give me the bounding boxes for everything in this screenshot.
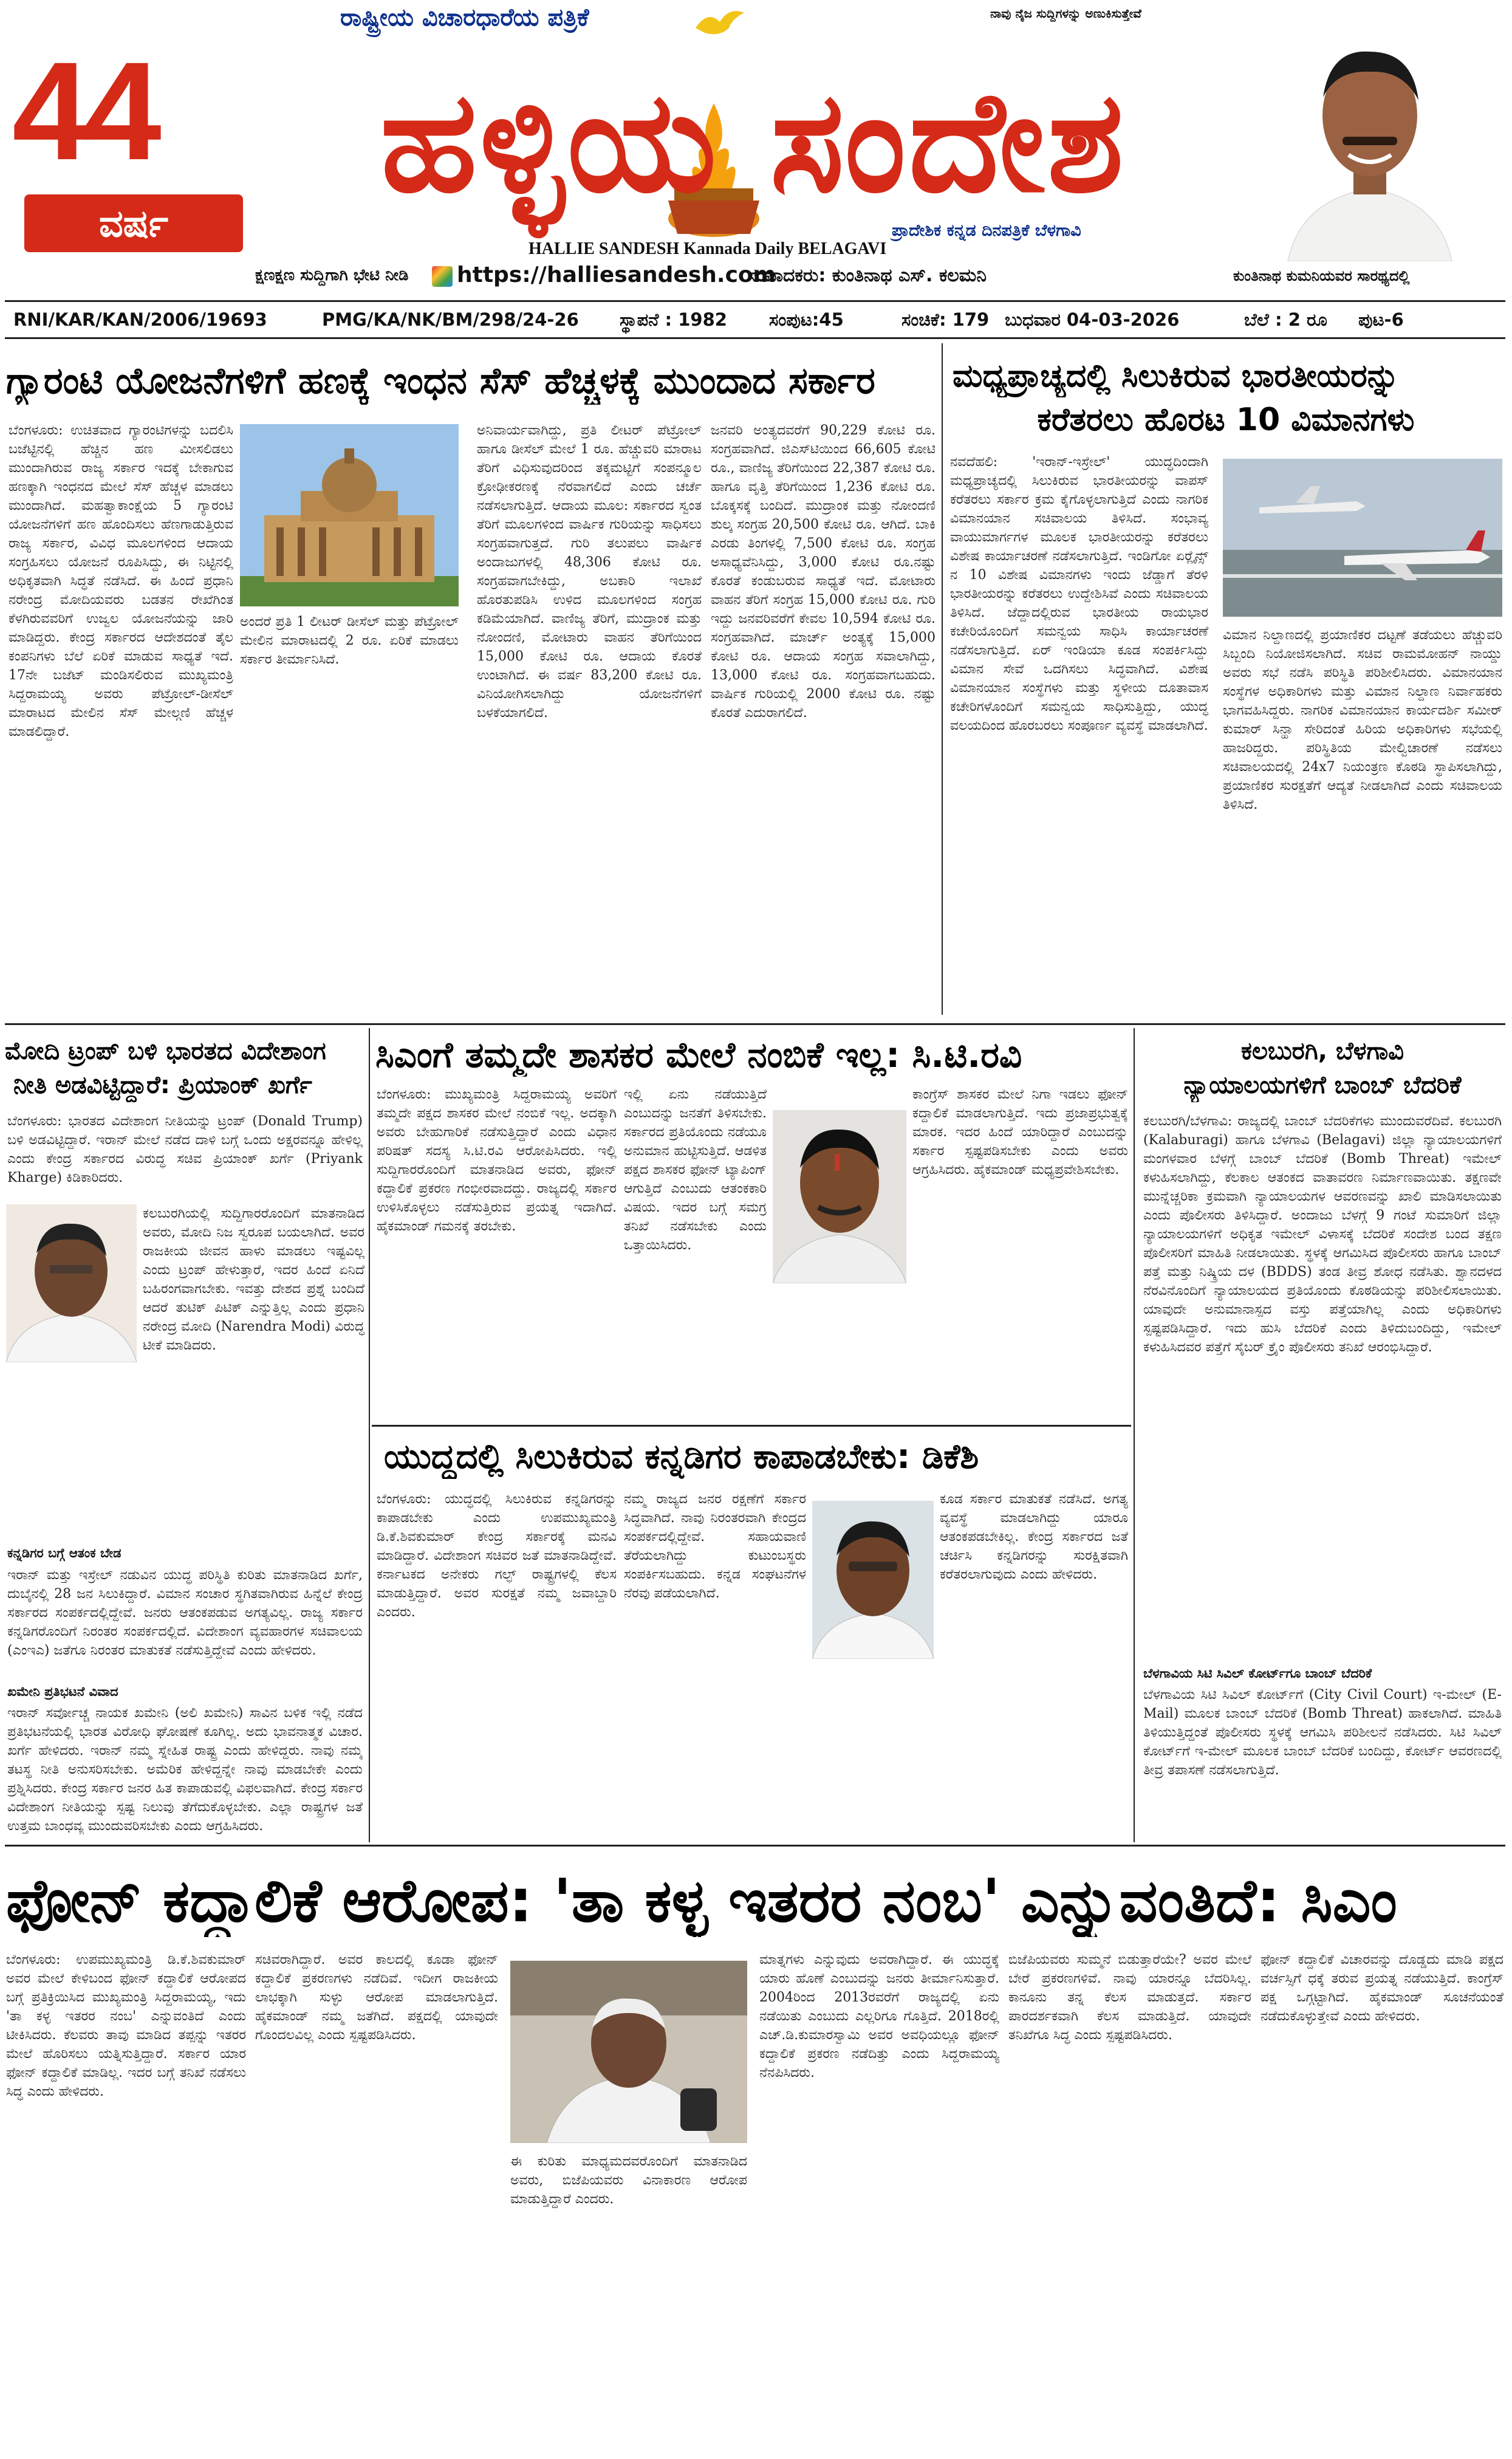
headline: ಸಿಎಂಗೆ ತಮ್ಮದೇ ಶಾಸಕರ ಮೇಲೆ ನಂಬಿಕೆ ಇಲ್ಲ: ಸಿ.ಟಿ.ರವಿ (375, 1034, 1022, 1075)
page-count: ಪುಟ-6 (1358, 309, 1404, 330)
founder-caption: ಕುಂತಿನಾಥ ಕುಮನಿಯವರ ಸಾರಥ್ಯದಲ್ಲಿ (1233, 267, 1410, 284)
article-body: ಬೆಂಗಳೂರು: ಉಪಮುಖ್ಯಮಂತ್ರಿ ಡಿ.ಕೆ.ಶಿವಕುಮಾರ್ ಅವರ ಮೇಲೆ ಕೇಳಿಬಂದ ಫೋನ್ ಕದ್ದಾಲಿಕೆ ಆರೋಪದ ಬಗ್ಗೆ ಪ್ರತಿಕ್ರಿಯಿಸಿದ ಮುಖ್ಯಮಂತ್ರಿ ಸಿದ್ದರಾಮಯ್ಯ, ಇದು 'ತಾ ಕಳ್ಳ ಇತರರ ನಂಬ' ಎನ್ನುವಂತಿದೆ ಎಂದು ಟೀಕಿಸಿದರು. ಕೆಲವರು ತಾವು ಮಾಡಿದ ತಪ್ಪನ್ನು ಇತರರ ಮೇಲೆ ಹೊರಿಸಲು ಯತ್ನಿಸುತ್ತಿದ್ದಾರೆ. ಸರ್ಕಾರ ಯಾರ ಫೋನ್ ಕದ್ದಾಲಿಕೆ ಮಾಡಿಲ್ಲ. ಇದರ ಬಗ್ಗೆ ತನಿಖೆ ನಡೆಸಲು ಸಿದ್ಧ ಎಂದು ಹೇಳಿದರು. (6, 1952, 246, 2099)
headline: ನ್ಯಾಯಾಲಯಗಳಿಗೆ ಬಾಂಬ್ ಬೆದರಿಕೆ (1183, 1071, 1462, 1099)
article-dk-shivakumar[interactable] (372, 1428, 1131, 1841)
article-body: ಕಾಂಗ್ರೆಸ್ ಶಾಸಕರ ಮೇಲೆ ನಿಗಾ ಇಡಲು ಫೋನ್ ಕದ್ದಾಲಿಕೆ ಮಾಡಲಾಗುತ್ತಿದೆ. ಇದು ಪ್ರಜಾಪ್ರಭುತ್ವಕ್ಕೆ ಮಾರಕ. ಇದರ ಹಿಂದೆ ಯಾರಿದ್ದಾರೆ ಎಂಬುದನ್ನು ಸರ್ಕಾರ ಸ್ಪಷ್ಟಪಡಿಸಬೇಕು ಎಂದು ಅವರು ಆಗ್ರಹಿಸಿದರು. ಹೈಕಮಾಂಡ್ ಮಧ್ಯಪ್ರವೇಶಿಸಬೇಕು. (912, 1087, 1128, 1178)
column-rule (1134, 1028, 1135, 1842)
english-title: HALLIE SANDESH Kannada Daily BELAGAVI (529, 239, 887, 258)
anniversary-badge (24, 194, 243, 252)
headline: ಮೋದಿ ಟ್ರಂಪ್ ಬಳಿ ಭಾರತದ ವಿದೇಶಾಂಗ (5, 1037, 326, 1065)
headline: ಯುದ್ಧದಲ್ಲಿ ಸಿಲುಕಿರುವ ಕನ್ನಡಿಗರ ಕಾಪಾಡಬೇಕು: ಡಿಕೆಶಿ (384, 1437, 979, 1476)
top-right-tagline: ನಾವು ನೈಜ ಸುದ್ದಿಗಳನ್ನು ಅಣುಕಿಸುತ್ತೇವೆ (990, 6, 1141, 21)
editor-name: ಸಂಪಾದಕರು: ಕುಂತಿನಾಥ ಎಸ್. ಕಲಮನಿ (747, 265, 987, 286)
article-body: ಕಲಬುರಗಿ/ಬೆಳಗಾವಿ: ರಾಜ್ಯದಲ್ಲಿ ಬಾಂಬ್ ಬೆದರಿಕೆಗಳು ಮುಂದುವರೆದಿವೆ. ಕಲಬುರಗಿ (Kalaburagi) ಹಾಗೂ ಬೆಳಗಾವಿ (Belagavi) ಜಿಲ್ಲಾ ನ್ಯಾಯಾಲಯಗಳಿಗೆ ಮಂಗಳವಾರ ಬೆಳಗ್ಗೆ ಬಾಂಬ್ ಬೆದರಿಕೆ (Bomb Threat) ಇಮೇಲ್ ಕಳುಹಿಸಲಾಗಿದ್ದು, ಕೆಲಕಾಲ ಆತಂಕದ ವಾತಾವರಣ ನಿರ್ಮಾಣವಾಯಿತು. ತಕ್ಷಣವೇ ಮುನ್ನೆಚ್ಚರಿಕಾ ಕ್ರಮವಾಗಿ ನ್ಯಾಯಾಲಯಗಳ ಆವರಣವನ್ನು ಖಾಲಿ ಮಾಡಿಸಲಾಯಿತು ಎಂದು ಪೊಲೀಸರು ತಿಳಿಸಿದ್ದಾರೆ. ಅಂದಾಜು ಬೆಳಗ್ಗೆ 9 ಗಂಟೆ ಸುಮಾರಿಗೆ ಜಿಲ್ಲಾ ನ್ಯಾಯಾಲಯಗಳಿಗೆ ಅಧಿಕೃತ ಇಮೇಲ್ ವಿಳಾಸಕ್ಕೆ ಬೆದರಿಕೆ ಸಂದೇಶ ಬಂದ ತಕ್ಷಣ ಪೊಲೀಸರಿಗೆ ಮಾಹಿತಿ ನೀಡಲಾಯಿತು. ಸ್ಥಳಕ್ಕೆ ಆಗಮಿಸಿದ ಪೊಲೀಸರು ಹಾಗೂ ಬಾಂಬ್ ಪತ್ತೆ ಮತ್ತು ನಿಷ್ಕ್ರಿಯ ದಳ (BDDS) ತಂಡ ತೀವ್ರ ಶೋಧ ನಡೆಸಿತು. ಶ್ವಾನದಳದ ನೆರವಿನೊಂದಿಗೆ ನ್ಯಾಯಾಲಯದ ಪ್ರತಿಯೊಂದು ಕೊಠಡಿಯನ್ನು ಪರಿಶೀಲಿಸಲಾಯಿತು. ಯಾವುದೇ ಅನುಮಾನಾಸ್ಪದ ವಸ್ತು ಪತ್ತೆಯಾಗಿಲ್ಲ ಎಂದು ಅಧಿಕಾರಿಗಳು ಸ್ಪಷ್ಟಪಡಿಸಿದ್ದಾರೆ. ಇದು ಹುಸಿ ಬೆದರಿಕೆ ಎಂದು ತಿಳಿದುಬಂದಿದ್ದು, ಇಮೇಲ್ ಕಳುಹಿಸಿದವರ ಪತ್ತೆಗೆ ಸೈಬರ್ ಕ್ರೈಂ ಪೊಲೀಸರು ತನಿಖೆ ಆರಂಭಿಸಿದ್ದಾರೆ. (1143, 1114, 1502, 1355)
founded-year: ಸ್ಥಾಪನೆ : 1982 (620, 309, 727, 330)
tagline: ರಾಷ್ಟ್ರೀಯ ವಿಚಾರಧಾರೆಯ ಪತ್ರಿಕೆ (340, 4, 589, 32)
article-body: ಬಿಜೆಪಿಯವರು ಸುಮ್ಮನೆ ಬಿಡುತ್ತಾರೆಯೇ? ಅವರ ಮೇಲೆ ಬೇರೆ ಪ್ರಕರಣಗಳಿವೆ. ನಾವು ಯಾರನ್ನೂ ಬೆದರಿಸಿಲ್ಲ. ಕಾನೂನು ತನ್ನ ಕೆಲಸ ಮಾಡುತ್ತದೆ. ಸರ್ಕಾರ ಪಾರದರ್ಶಕವಾಗಿ ಕೆಲಸ ಮಾಡುತ್ತಿದೆ. ಯಾವುದೇ ತನಿಖೆಗೂ ಸಿದ್ಧ ಎಂದು ಸ್ಪಷ್ಟಪಡಿಸಿದರು. (1008, 1952, 1251, 2043)
pmg-number: PMG/KA/NK/BM/298/24-26 (322, 309, 579, 330)
price: ಬೆಲೆ : 2 ರೂ (1244, 309, 1327, 330)
website-prefix: ಕ್ಷಣಕ್ಷಣ ಸುದ್ದಿಗಾಗಿ ಭೇಟಿ ನೀಡಿ (255, 266, 409, 284)
article-body: ಕಲಬುರಗಿಯಲ್ಲಿ ಸುದ್ದಿಗಾರರೊಂದಿಗೆ ಮಾತನಾಡಿದ ಅವರು, ಮೋದಿ ನಿಜ ಸ್ವರೂಪ ಬಯಲಾಗಿದೆ. ಅವರ ರಾಜಕೀಯ ಜೀವನ ಹಾಳು ಮಾಡಲು ಇಷ್ಟವಿಲ್ಲ ಎಂದು ಟ್ರಂಪ್ ಹೇಳುತ್ತಾರೆ, ಇದರ ಹಿಂದೆ ಏನಿದೆ ಬಹಿರಂಗವಾಗಬೇಕು. ಇವತ್ತು ದೇಶದ ಪ್ರಶ್ನೆ ಬಂದಿದೆ ಆದರೆ ತುಟಿಕ್ ಪಿಟಿಕ್ ಎನ್ನುತ್ತಿಲ್ಲ ಎಂದು ಪ್ರಧಾನಿ ನರೇಂದ್ರ ಮೋದಿ (Narendra Modi) ವಿರುದ್ಧ ಟೀಕೆ ಮಾಡಿದರು. (143, 1206, 364, 1353)
article-body: ಬೆಂಗಳೂರು: ಯುದ್ಧದಲ್ಲಿ ಸಿಲುಕಿರುವ ಕನ್ನಡಿಗರನ್ನು ಕಾಪಾಡಬೇಕು ಎಂದು ಉಪಮುಖ್ಯಮಂತ್ರಿ ಡಿ.ಕೆ.ಶಿವಕುಮಾರ್ ಕೇಂದ್ರ ಸರ್ಕಾರಕ್ಕೆ ಮನವಿ ಮಾಡಿದ್ದಾರೆ. ವಿದೇಶಾಂಗ ಸಚಿವರ ಜತೆ ಮಾತನಾಡಿದ್ದೇವೆ. ಕರ್ನಾಟಕದ ಅನೇಕರು ಗಲ್ಫ್ ರಾಷ್ಟ್ರಗಳಲ್ಲಿ ಕೆಲಸ ಮಾಡುತ್ತಿದ್ದಾರೆ. ಅವರ ಸುರಕ್ಷತೆ ನಮ್ಮ ಜವಾಬ್ದಾರಿ ಎಂದರು. (377, 1492, 617, 1620)
article-body: ಕೂಡ ಸರ್ಕಾರ ಮಾತುಕತೆ ನಡೆಸಿದೆ. ಅಗತ್ಯ ವ್ಯವಸ್ಥೆ ಮಾಡಲಾಗಿದ್ದು ಯಾರೂ ಆತಂಕಪಡಬೇಕಿಲ್ಲ. ಕೇಂದ್ರ ಸರ್ಕಾರದ ಜತೆ ಚರ್ಚಿಸಿ ಕನ್ನಡಿಗರನ್ನು ಸುರಕ್ಷಿತವಾಗಿ ಕರೆತರಲಾಗುವುದು ಎಂದು ಹೇಳಿದರು. (940, 1492, 1128, 1582)
rni-number: RNI/KAR/KAN/2006/19693 (13, 309, 267, 330)
article-body: ಇರಾನ್ ಮತ್ತು ಇಸ್ರೇಲ್ ನಡುವಿನ ಯುದ್ಧ ಪರಿಸ್ಥಿತಿ ಕುರಿತು ಮಾತನಾಡಿದ ಖರ್ಗೆ, ದುಬೈನಲ್ಲಿ 28 ಜನ ಸಿಲುಕಿದ್ದಾರೆ. ವಿಮಾನ ಸಂಚಾರ ಸ್ಥಗಿತವಾಗಿರುವ ಹಿನ್ನೆಲೆ ಕೇಂದ್ರ ಸರ್ಕಾರದ ಸಂಪರ್ಕದಲ್ಲಿದ್ದೇವೆ. ಜನರು ಆತಂಕಪಡುವ ಅಗತ್ಯವಿಲ್ಲ. ರಾಜ್ಯ ಸರ್ಕಾರ ಕನ್ನಡಿಗರೊಂದಿಗೆ ನಿರಂತರ ಸಂಪರ್ಕದಲ್ಲಿದೆ. ವಿದೇಶಾಂಗ ವ್ಯವಹಾರಗಳ ಸಚಿವಾಲಯ (ಎಂಇಎ) ಜತೆಗೂ ನಿರಂತರ ಮಾತುಕತೆ ನಡೆಸುತ್ತಿದ್ದೇವೆ ಎಂದು ಹೇಳಿದರು. (7, 1568, 363, 1658)
column-rule (942, 343, 943, 1015)
anniversary-label: ವರ್ಷ (98, 201, 169, 245)
photo-caption: ಈ ಕುರಿತು ಮಾಧ್ಯಮದವರೊಂದಿಗೆ ಮಾತನಾಡಿದ ಅವರು, ಬಿಜೆಪಿಯವರು ವಿನಾಕಾರಣ ಆರೋಪ ಮಾಡುತ್ತಿದ್ದಾರೆ ಎಂದರು. (510, 2154, 747, 2207)
subheading: ಬೆಳಗಾವಿಯ ಸಿಟಿ ಸಿವಿಲ್ ಕೋರ್ಟ್‌ಗೂ ಬಾಂಬ್ ಬೆದರಿಕೆ (1143, 1665, 1372, 1681)
article-body: ಇರಾನ್ ಸರ್ವೋಚ್ಚ ನಾಯಕ ಖಮೇನಿ (ಅಲಿ ಖಮೇನಿ) ಸಾವಿನ ಬಳಿಕ ಇಲ್ಲಿ ನಡೆದ ಪ್ರತಿಭಟನೆಯಲ್ಲಿ ಭಾರತ ವಿರೋಧಿ ಘೋಷಣೆ ಕೂಗಿಲ್ಲ. ಅದು ಭಾವನಾತ್ಮಕ ವಿಚಾರ. ಖರ್ಗೆ ಹೇಳಿದರು. ಇರಾನ್ ನಮ್ಮ ಸ್ನೇಹಿತ ರಾಷ್ಟ್ರ ಎಂದು ಹೇಳಿದ್ದರು. ನಾವು ನಮ್ಮ ತಟಸ್ಥ ನೀತಿ ಅನುಸರಿಸಬೇಕು. ಅಮೆರಿಕ ಹೇಳಿದ್ದನ್ನೇ ನಾವು ಮಾಡಬೇಕೇ ಎಂದು ಪ್ರಶ್ನಿಸಿದರು. ಕೇಂದ್ರ ಸರ್ಕಾರ ಜನರ ಹಿತ ಕಾಪಾಡುವಲ್ಲಿ ವಿಫಲವಾಗಿದೆ. ಕೇಂದ್ರ ಸರ್ಕಾರ ವಿದೇಶಾಂಗ ನೀತಿಯನ್ನು ಸ್ಪಷ್ಟ ನಿಲುವು ತೆಗೆದುಕೊಳ್ಳಬೇಕು. ಎಲ್ಲಾ ರಾಷ್ಟ್ರಗಳ ಜತೆ ಉತ್ತಮ ಬಾಂಧವ್ಯ ಮುಂದುವರಿಸಬೇಕು ಎಂದು ಆಗ್ರಹಿಸಿದರು. (7, 1706, 363, 1834)
article-body: ವಿಮಾನ ನಿಲ್ದಾಣದಲ್ಲಿ ಪ್ರಯಾಣಿಕರ ದಟ್ಟಣೆ ತಡೆಯಲು ಹೆಚ್ಚುವರಿ ಸಿಬ್ಬಂದಿ ನಿಯೋಜಿಸಲಾಗಿದೆ. ಸಚಿವ ರಾಮಮೋಹನ್ ನಾಯ್ಡು ಅವರು ಸಭೆ ನಡೆಸಿ ಪರಿಸ್ಥಿತಿ ಪರಿಶೀಲಿಸಿದರು. ವಿಮಾನಯಾನ ಸಂಸ್ಥೆಗಳ ಅಧಿಕಾರಿಗಳು ಮತ್ತು ವಿಮಾನ ನಿಲ್ದಾಣ ನಿರ್ವಾಹಕರು ಭಾಗವಹಿಸಿದ್ದರು. ನಾಗರಿಕ ವಿಮಾನಯಾನ ಕಾರ್ಯದರ್ಶಿ ಸಮೀರ್ ಕುಮಾರ್ ಸಿನ್ಹಾ ಸೇರಿದಂತೆ ಹಿರಿಯ ಅಧಿಕಾರಿಗಳು ಸಭೆಯಲ್ಲಿ ಹಾಜರಿದ್ದರು. ಪರಿಸ್ಥಿತಿಯ ಮೇಲ್ವಿಚಾರಣೆ ನಡೆಸಲು ಸಚಿವಾಲಯದಲ್ಲಿ 24x7 ನಿಯಂತ್ರಣ ಕೊಠಡಿ ಸ್ಥಾಪಿಸಲಾಗಿದ್ದು, ಪ್ರಯಾಣಿಕರ ಸುರಕ್ಷತೆಗೆ ಆದ್ಯತೆ ನೀಡಲಾಗಿದೆ ಎಂದು ಸಚಿವಾಲಯ ತಿಳಿಸಿದೆ. (1223, 628, 1502, 812)
issue-date: ಬುಧವಾರ 04-03-2026 (1005, 309, 1180, 330)
article-body: ನಮ್ಮ ರಾಜ್ಯದ ಜನರ ರಕ್ಷಣೆಗೆ ಸರ್ಕಾರ ಸಿದ್ಧವಾಗಿದೆ. ನಾವು ನಿರಂತರವಾಗಿ ಕೇಂದ್ರದ ಸಂಪರ್ಕದಲ್ಲಿದ್ದೇವೆ. ಸಹಾಯವಾಣಿ ತೆರೆಯಲಾಗಿದ್ದು ಕುಟುಂಬಸ್ಥರು ಸಂಪರ್ಕಿಸಬಹುದು. ಕನ್ನಡ ಸಂಘಟನೆಗಳ ನೆರವು ಪಡೆಯಲಾಗಿದೆ. (624, 1492, 806, 1601)
headline: ಕರೆತರಲು ಹೊರಟ 10 ವಿಮಾನಗಳು (1037, 402, 1415, 438)
masthead (0, 0, 1512, 295)
article-body: ಜನವರಿ ಅಂತ್ಯದವರೆಗೆ 90,229 ಕೋಟಿ ರೂ. ಸಂಗ್ರಹವಾಗಿದೆ. ಜಿಎಸ್‍ಟಿಯಿಂದ 66,605 ಕೋಟಿ ರೂ., ವಾಣಿಜ್ಯ ತೆರಿಗೆಯಿಂದ 22,387 ಕೋಟಿ ರೂ. ಹಾಗೂ ವೃತ್ತಿ ತೆರಿಗೆಯಿಂದ 1,236 ಕೋಟಿ ರೂ. ಬೊಕ್ಕಸಕ್ಕೆ ಬಂದಿದೆ. ಮುದ್ರಾಂಕ ಮತ್ತು ನೋಂದಣಿ ಶುಲ್ಕ ಸಂಗ್ರಹ 20,500 ಕೋಟಿ ರೂ. ಆಗಿದೆ. ಬಾಕಿ ಎರಡು ತಿಂಗಳಲ್ಲಿ 7,500 ಕೋಟಿ ರೂ. ಸಂಗ್ರಹ ಅಸಾಧ್ಯವೆನಿಸಿದ್ದು, 3,000 ಕೋಟಿ ರೂ.ನಷ್ಟು ಕೊರತೆ ಕಂಡುಬರುವ ಸಾಧ್ಯತೆ ಇದೆ. ಮೋಟಾರು ವಾಹನ ತೆರಿಗೆ ಸಂಗ್ರಹ 15,000 ಕೋಟಿ ರೂ. ಗುರಿ ಇದ್ದು ಜನವರಿವರೆಗೆ ಕೇವಲ 10,594 ಕೋಟಿ ರೂ. ಸಂಗ್ರಹವಾಗಿದೆ. ಮಾರ್ಚ್ ಅಂತ್ಯಕ್ಕೆ 15,000 ಕೋಟಿ ರೂ. ಆದಾಯ ಸಂಗ್ರಹ ಸವಾಲಾಗಿದ್ದು, 13,000 ಕೋಟಿ ರೂ. ಸಂಗ್ರಹವಾಗಬಹುದು. ವಾರ್ಷಿಕ ಗುರಿಯಲ್ಲಿ 2000 ಕೋಟಿ ರೂ. ನಷ್ಟು ಕೊರತೆ ಎದುರಾಗಲಿದೆ. (711, 423, 936, 721)
headline: ಫೋನ್ ಕದ್ದಾಲಿಕೆ ಆರೋಪ: 'ತಾ ಕಳ್ಳ ಇತರರ ನಂಬ' ಎನ್ನುವಂತಿದೆ: ಸಿಎಂ (6, 1867, 1397, 1936)
article-body: ಸಚಿವರಾಗಿದ್ದಾರೆ. ಅವರ ಕಾಲದಲ್ಲಿ ಕೂಡಾ ಫೋನ್ ಕದ್ದಾಲಿಕೆ ಪ್ರಕರಣಗಳು ನಡೆದಿವೆ. ಇದೀಗ ರಾಜಕೀಯ ಲಾಭಕ್ಕಾಗಿ ಸುಳ್ಳು ಆರೋಪ ಮಾಡಲಾಗುತ್ತಿದೆ. ಹೈಕಮಾಂಡ್ ನಮ್ಮ ಜತೆಗಿದೆ. ಪಕ್ಷದಲ್ಲಿ ಯಾವುದೇ ಗೊಂದಲವಿಲ್ಲ ಎಂದು ಸ್ಪಷ್ಟಪಡಿಸಿದರು. (255, 1952, 498, 2043)
column-rule (369, 1028, 370, 1842)
headline: ಕಲಬುರಗಿ, ಬೆಳಗಾವಿ (1240, 1037, 1404, 1065)
article-body: ಬೆಂಗಳೂರು: ಮುಖ್ಯಮಂತ್ರಿ ಸಿದ್ದರಾಮಯ್ಯ ಅವರಿಗೆ ತಮ್ಮದೇ ಪಕ್ಷದ ಶಾಸಕರ ಮೇಲೆ ನಂಬಿಕೆ ಇಲ್ಲ. ಅದಕ್ಕಾಗಿ ಅವರು ಬೇಹುಗಾರಿಕೆ ನಡೆಸುತ್ತಿದ್ದಾರೆ ಎಂದು ವಿಧಾನ ಪರಿಷತ್ ಸದಸ್ಯ ಸಿ.ಟಿ.ರವಿ ಆರೋಪಿಸಿದರು. ಇಲ್ಲಿ ಸುದ್ದಿಗಾರರೊಂದಿಗೆ ಮಾತನಾಡಿದ ಅವರು, ಫೋನ್ ಕದ್ದಾಲಿಕೆ ಪ್ರಕರಣ ಗಂಭೀರವಾದದ್ದು. ರಾಜ್ಯದಲ್ಲಿ ಸರ್ಕಾರ ಉಳಿಸಿಕೊಳ್ಳಲು ನಡೆಸುತ್ತಿರುವ ಪ್ರಯತ್ನ ಇದಾಗಿದೆ. ಹೈಕಮಾಂಡ್ ಗಮನಕ್ಕೆ ತರಬೇಕು. (377, 1087, 617, 1234)
headline: ಮಧ್ಯಪ್ರಾಚ್ಯದಲ್ಲಿ ಸಿಲುಕಿರುವ ಭಾರತೀಯರನ್ನು (953, 358, 1400, 394)
info-bar (5, 300, 1505, 339)
issue-number: ಸಂಚಿಕೆ: 179 (901, 309, 990, 330)
dove-icon (693, 4, 747, 40)
article-fuel-cess[interactable] (0, 340, 939, 1009)
section-rule (5, 1023, 1505, 1025)
article-body: ಬೆಳಗಾವಿಯ ಸಿಟಿ ಸಿವಿಲ್ ಕೋರ್ಟ್‌ಗೆ (City Civil Court) ಇ-ಮೇಲ್ (E-Mail) ಮೂಲಕ ಬಾಂಬ್ ಬೆದರಿಕೆ (Bomb Threat) ಹಾಕಲಾಗಿದೆ. ಮಾಹಿತಿ ತಿಳಿಯುತ್ತಿದ್ದಂತೆ ಪೊಲೀಸರು ಸ್ಥಳಕ್ಕೆ ಆಗಮಿಸಿ ಪರಿಶೀಲನೆ ನಡೆಸಿದರು. ಸಿಟಿ ಸಿವಿಲ್ ಕೋರ್ಟ್‌ಗೆ ಇ-ಮೇಲ್ ಮೂಲಕ ಬಾಂಬ್ ಬೆದರಿಕೆ ಬಂದಿದ್ದು, ಕೋರ್ಟ್ ಆವರಣದಲ್ಲಿ ತೀವ್ರ ತಪಾಸಣೆ ನಡೆಸಲಾಗುತ್ತಿದೆ. (1143, 1687, 1502, 1778)
headline: ಗ್ಯಾರಂಟಿ ಯೋಜನೆಗಳಿಗೆ ಹಣಕ್ಕೆ ಇಂಧನ ಸೆಸ್ ಹೆಚ್ಚಳಕ್ಕೆ ಮುಂದಾದ ಸರ್ಕಾರ (6, 360, 875, 402)
article-body: ನವದೆಹಲಿ: 'ಇರಾನ್-ಇಸ್ರೇಲ್' ಯುದ್ಧದಿಂದಾಗಿ ಮಧ್ಯಪ್ರಾಚ್ಯದಲ್ಲಿ ಸಿಲುಕಿರುವ ಭಾರತೀಯರನ್ನು ವಾಪಸ್ ಕರೆತರಲು ಸರ್ಕಾರ ಕ್ರಮ ಕೈಗೊಳ್ಳಲಾಗುತ್ತಿದೆ ಎಂದು ನಾಗರಿಕ ವಿಮಾನಯಾನ ಸಚಿವಾಲಯ ತಿಳಿಸಿದೆ. ಸಂಭಾವ್ಯ ವಾಯುಮಾರ್ಗಗಳ ಮೂಲಕ ಭಾರತೀಯರನ್ನು ಕರೆತರಲು ವಿಶೇಷ ಕಾರ್ಯಾಚರಣೆ ನಡೆಸಲಾಗುತ್ತಿದೆ. ಇಂಡಿಗೋ ಏರ್‍ಲೈನ್ಸ್ ನ 10 ವಿಶೇಷ ವಿಮಾನಗಳು ಇಂದು ಜೆಡ್ಡಾಗೆ ತೆರಳಿ ಭಾರತೀಯರನ್ನು ಕರೆತರಲು ಉದ್ದೇಶಿಸಿವೆ ಎಂದು ಸಚಿವಾಲಯ ತಿಳಿಸಿದೆ. ಜೆದ್ದಾದಲ್ಲಿರುವ ಭಾರತೀಯ ರಾಯಭಾರ ಕಚೇರಿಯೊಂದಿಗೆ ಸಮನ್ವಯ ಸಾಧಿಸಿ ಕಾರ್ಯಾಚರಣೆ ನಡೆಸಲಾಗುತ್ತಿದೆ. ಏರ್ ಇಂಡಿಯಾ ಕೂಡ ಸಂಪರ್ಕಿಸಿದ್ದು ವಿಮಾನ ಸೇವೆ ಒದಗಿಸಲು ಸಿದ್ಧವಾಗಿದೆ. ವಿಶೇಷ ವಿಮಾನಯಾನ ಸಂಸ್ಥೆಗಳು ಮತ್ತು ಸ್ಥಳೀಯ ದೂತಾವಾಸ ಕಚೇರಿಗಳೊಂದಿಗೆ ಸಮನ್ವಯ ಸಾಧಿಸುತ್ತಿದ್ದು, ಯುದ್ಧ ವಲಯದಿಂದ ಹೊರಬರಲು ಸಂಪೂರ್ಣ ವ್ಯವಸ್ಥೆ ಮಾಡಲಾಗಿದೆ. (950, 454, 1208, 733)
article-body: ಮಾತ್ನಗಳು ಎನ್ನುವುದು ಅವರಾಗಿದ್ದಾರೆ. ಈ ಯುದ್ಧಕ್ಕೆ ಯಾರು ಹೊಣೆ ಎಂಬುದನ್ನು ಜನರು ತೀರ್ಮಾನಿಸುತ್ತಾರೆ. 2004ರಿಂದ 2013ರವರೆಗೆ ರಾಜ್ಯದಲ್ಲಿ ಏನು ನಡೆಯಿತು ಎಂಬುದು ಎಲ್ಲರಿಗೂ ಗೊತ್ತಿದೆ. 2018ರಲ್ಲಿ ಎಚ್.ಡಿ.ಕುಮಾರಸ್ವಾಮಿ ಅವರ ಅವಧಿಯಲ್ಲೂ ಫೋನ್ ಕದ್ದಾಲಿಕೆ ಪ್ರಕರಣ ನಡೆದಿತ್ತು ಎಂದು ಸಿದ್ದರಾಮಯ್ಯ ನೆನಪಿಸಿದರು. (759, 1952, 999, 2080)
founder-photo (1282, 24, 1458, 261)
article-phone-tapping[interactable] (0, 1848, 1512, 2456)
airport-photo (1223, 459, 1502, 617)
vidhana-soudha-photo (240, 424, 459, 606)
subheading: ಖಮೇನಿ ಪ್ರತಿಭಟನೆ ವಿವಾದ (7, 1684, 118, 1699)
photo-caption: ಅಂದರೆ ಪ್ರತಿ 1 ಲೀಟರ್ ಡೀಸೆಲ್ ಮತ್ತು ಪೆಟ್ರೋಲ್ ಮೇಲಿನ ಮಾರಾಟದಲ್ಲಿ 2 ರೂ. ಏರಿಕೆ ಮಾಡಲು ಸರ್ಕಾರ ತೀರ್ಮಾನಿಸಿದೆ. (240, 614, 459, 667)
volume-number: ಸಂಪುಟ:45 (769, 309, 844, 330)
article-ct-ravi[interactable] (372, 1028, 1131, 1423)
article-body: ಅನಿವಾರ್ಯವಾಗಿದ್ದು, ಪ್ರತಿ ಲೀಟರ್ ಪೆಟ್ರೋಲ್ ಹಾಗೂ ಡೀಸೆಲ್ ಮೇಲೆ 1 ರೂ. ಹೆಚ್ಚುವರಿ ಮಾರಾಟ ತೆರಿಗೆ ವಿಧಿಸುವುದರಿಂದ ತಕ್ಕಮಟ್ಟಿಗೆ ಸಂಪನ್ಮೂಲ ಕ್ರೋಢೀಕರಣಕ್ಕೆ ನೆರವಾಗಲಿದೆ ಎಂದು ಚರ್ಚೆ ನಡೆಸಲಾಗುತ್ತಿದೆ. ಆದಾಯ ಮೂಲ: ಸರ್ಕಾರದ ಸ್ವಂತ ತೆರಿಗೆ ಮೂಲಗಳಿಂದ ವಾರ್ಷಿಕ ಗುರಿಯನ್ನು ಸಾಧಿಸಲು ಸಂಗ್ರಹವಾಗುತ್ತದೆ. ಗುರಿ ತಲುಪಲು ವಾರ್ಷಿಕ ಅಂದಾಜುಗಳಲ್ಲಿ 48,306 ಕೋಟಿ ರೂ. ಸಂಗ್ರಹವಾಗಬೇಕಿದ್ದು, ಅಬಕಾರಿ ಇಲಾಖೆ ಹೊರತುಪಡಿಸಿ ಉಳಿದ ಮೂಲಗಳಿಂದ ಸಂಗ್ರಹ ಕಡಿಮೆಯಾಗಿದೆ. ವಾಣಿಜ್ಯ ತೆರಿಗೆ, ಮುದ್ರಾಂಕ ಮತ್ತು ನೋಂದಣಿ, ಮೋಟಾರು ವಾಹನ ತೆರಿಗೆಯಿಂದ 15,000 ಕೋಟಿ ರೂ. ಆದಾಯ ಕೊರತೆ ಉಂಟಾಗಿದೆ. ಈ ವರ್ಷ 83,200 ಕೋಟಿ ರೂ. ವಿನಿಯೋಗಿಸಲಾಗಿದ್ದು ಯೋಜನೆಗಳಿಗೆ ಬಳಕೆಯಾಗಲಿದೆ. (477, 423, 702, 721)
article-body: ಇಲ್ಲಿ ಏನು ನಡೆಯುತ್ತಿದೆ ಎಂಬುದನ್ನು ಜನತೆಗೆ ತಿಳಿಸಬೇಕು. ಸರ್ಕಾರದ ಪ್ರತಿಯೊಂದು ನಡೆಯೂ ಅನುಮಾನ ಹುಟ್ಟಿಸುತ್ತಿದೆ. ಆಡಳಿತ ಪಕ್ಷದ ಶಾಸಕರ ಫೋನ್ ಟ್ಯಾಪಿಂಗ್ ಆಗುತ್ತಿದೆ ಎಂಬುದು ಆತಂಕಕಾರಿ ವಿಷಯ. ಇದರ ಬಗ್ಗೆ ಸಮಗ್ರ ತನಿಖೆ ನಡೆಸಬೇಕು ಎಂದು ಒತ್ತಾಯಿಸಿದರು. (624, 1087, 767, 1253)
website-link[interactable]: https://halliesandesh.com (457, 262, 776, 287)
section-rule (372, 1425, 1131, 1427)
newspaper-title: ಹಳ್ಳಿಯ ಸಂದೇಶ (380, 61, 1126, 224)
subheading: ಕನ್ನಡಿಗರ ಬಗ್ಗೆ ಆತಂಕ ಬೇಡ (7, 1545, 121, 1560)
regional-label: ಪ್ರಾದೇಶಿಕ ಕನ್ನಡ ದಿನಪತ್ರಿಕೆ ಬೆಳಗಾವಿ (892, 221, 1081, 240)
anniversary-number: 44 (12, 33, 156, 189)
article-bomb-threat[interactable] (1137, 1028, 1508, 1842)
headline: ನೀತಿ ಅಡವಿಟ್ಟಿದ್ದಾರೆ: ಪ್ರಿಯಾಂಕ್ ಖರ್ಗೆ (13, 1071, 312, 1099)
ct-ravi-photo (773, 1110, 906, 1283)
article-body: ಬೆಂಗಳೂರು: ಭಾರತದ ವಿದೇಶಾಂಗ ನೀತಿಯನ್ನು ಟ್ರಂಪ್ (Donald Trump) ಬಳಿ ಅಡವಿಟ್ಟಿದ್ದಾರೆ. ಇರಾನ್ ಮೇಲೆ ನಡೆದ ದಾಳಿ ಬಗ್ಗೆ ಒಂದು ಅಕ್ಷರವನ್ನೂ ಹೇಳಿಲ್ಲ ಎಂದು ಕೇಂದ್ರ ಸರ್ಕಾರದ ವಿರುದ್ಧ ಸಚಿವ ಪ್ರಿಯಾಂಕ್ ಖರ್ಗೆ (Priyank Kharge) ಕಿಡಿಕಾರಿದರು. (7, 1114, 363, 1185)
section-rule (5, 1845, 1505, 1847)
globe-icon (432, 266, 453, 287)
kharge-photo (6, 1204, 137, 1362)
article-kharge[interactable] (0, 1028, 368, 1842)
article-evacuation-flights[interactable] (946, 340, 1508, 1009)
siddaramaiah-photo (510, 1961, 747, 2143)
article-body: ಬೆಂಗಳೂರು: ಉಚಿತವಾದ ಗ್ಯಾರಂಟಿಗಳನ್ನು ಬದಲಿಸಿ ಬಜೆಟ್ಟಿನಲ್ಲಿ ಹೆಚ್ಚಿನ ಹಣ ಮೀಸಲಿಡಲು ಮುಂದಾಗಿರುವ ರಾಜ್ಯ ಸರ್ಕಾರ ಇದಕ್ಕೆ ಬೇಕಾಗುವ ಹಣಕ್ಕಾಗಿ ಇಂಧನದ ಮೇಲೆ ಸೆಸ್ ಹೆಚ್ಚಳ ಮಾಡಲು ಮುಂದಾಗಿದೆ. ಮಹತ್ವಾಕಾಂಕ್ಷೆಯ 5 ಗ್ಯಾರಂಟಿ ಯೋಜನೆಗಳಿಗೆ ಹಣ ಹೊಂದಿಸಲು ಹೆಣಗಾಡುತ್ತಿರುವ ರಾಜ್ಯ ಸರ್ಕಾರ, ವಿವಿಧ ಮೂಲಗಳಿಂದ ಆದಾಯ ಸಂಗ್ರಹಿಸಲು ಯೋಜನೆ ರೂಪಿಸಿದ್ದು, ಈ ನಿಟ್ಟಿನಲ್ಲಿ ಅಧಿಕೃತವಾಗಿ ಸಿದ್ಧತೆ ನಡೆಸಿದೆ. ಈ ಹಿಂದೆ ಪ್ರಧಾನಿ ನರೇಂದ್ರ ಮೋದಿಯವರು ಬಡತನ ರೇಖೆಗಿಂತ ಕೆಳಗಿರುವವರಿಗೆ ಉಜ್ವಲ ಯೋಜನೆಯನ್ನು ಜಾರಿ ಮಾಡಿದ್ದರು. ಕೇಂದ್ರ ಸರ್ಕಾರದ ಆದೇಶದಂತೆ ತೈಲ ಕಂಪನಿಗಳು ಬೆಲೆ ಏರಿಕೆ ಮಾಡುವ ಸಾಧ್ಯತೆ ಇದೆ. 17ನೇ ಬಜೆಟ್ ಮಂಡಿಸಲಿರುವ ಮುಖ್ಯಮಂತ್ರಿ ಸಿದ್ದರಾಮಯ್ಯ ಅವರು ಪೆಟ್ರೋಲ್-ಡೀಸೆಲ್ ಮಾರಾಟದ ಮೇಲಿನ ಸೆಸ್ ಮೇಲ್ಗಣಿ ಹೆಚ್ಚಳ ಮಾಡಲಿದ್ದಾರೆ. (9, 423, 233, 739)
article-body: ಫೋನ್ ಕದ್ದಾಲಿಕೆ ವಿಚಾರವನ್ನು ದೊಡ್ಡದು ಮಾಡಿ ಪಕ್ಷದ ವರ್ಚಸ್ಸಿಗೆ ಧಕ್ಕೆ ತರುವ ಪ್ರಯತ್ನ ನಡೆಯುತ್ತಿದೆ. ಕಾಂಗ್ರೆಸ್ ಪಕ್ಷ ಒಗ್ಗಟ್ಟಾಗಿದೆ. ಹೈಕಮಾಂಡ್ ಸೂಚನೆಯಂತೆ ನಡೆದುಕೊಳ್ಳುತ್ತೇವೆ ಎಂದು ಹೇಳಿದರು. (1261, 1952, 1503, 2024)
dk-shivakumar-photo (812, 1501, 934, 1659)
